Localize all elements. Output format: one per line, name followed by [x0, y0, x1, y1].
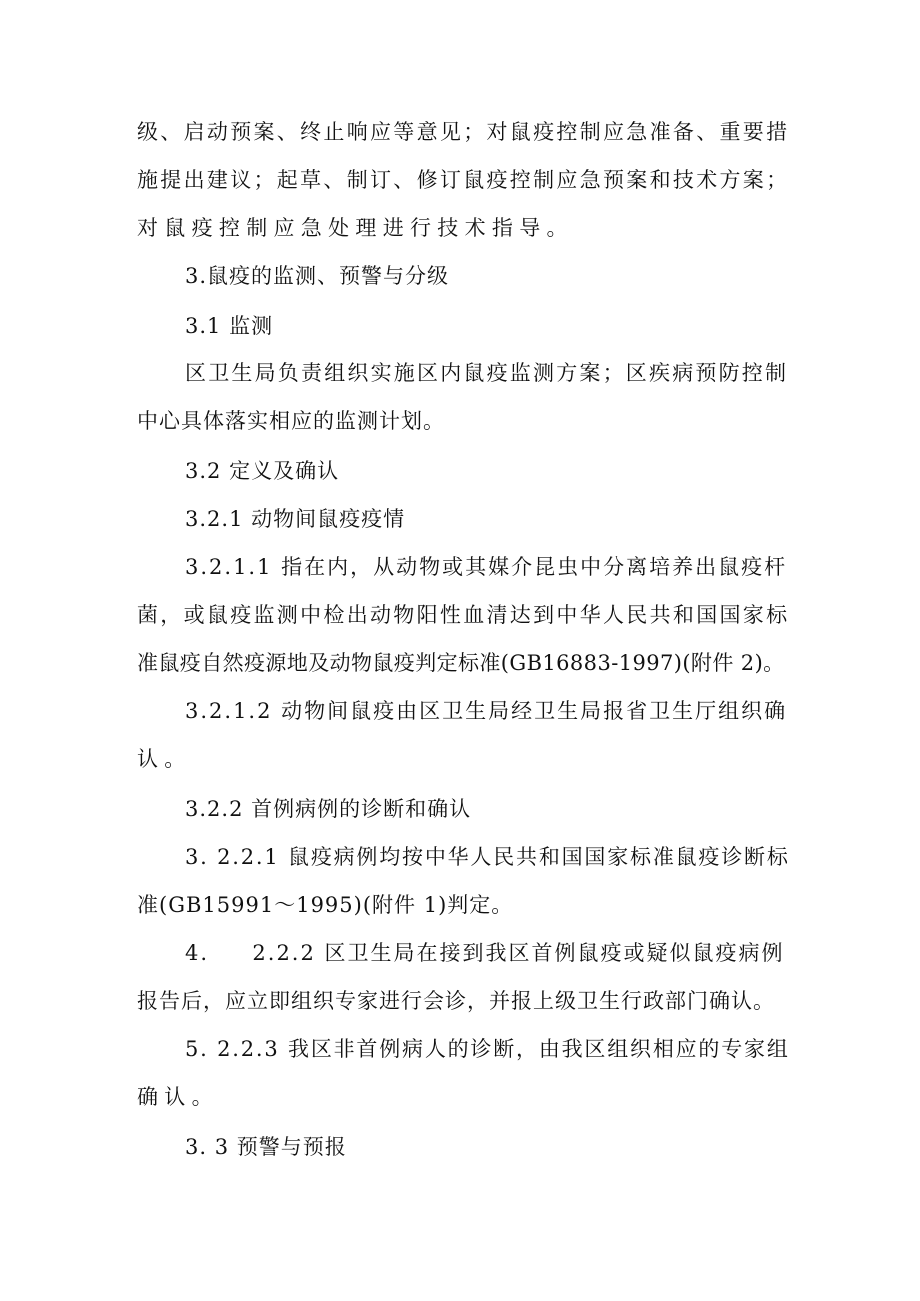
- text-line: 准(GB15991～1995)(附件 1)判定。: [137, 893, 514, 917]
- text-line: 级、启动预案、终止响应等意见；对鼠疫控制应急准备、重要措: [137, 120, 790, 144]
- text-line: 3. 3 预警与预报: [185, 1135, 347, 1159]
- text-line: 4. 2.2.2 区卫生局在接到我区首例鼠疫或疑似鼠疫病例: [185, 941, 785, 965]
- text-line: 3. 2.2.1 鼠疫病例均按中华人民共和国国家标准鼠疫诊断标: [185, 845, 790, 869]
- text-line: 确认。: [137, 1085, 219, 1109]
- text-line: 3.1 监测: [185, 314, 274, 338]
- text-line: 认。: [137, 747, 192, 771]
- text-line: 5. 2.2.3 我区非首例病人的诊断，由我区组织相应的专家组: [185, 1037, 790, 1061]
- text-line: 施提出建议；起草、制订、修订鼠疫控制应急预案和技术方案；: [137, 168, 790, 192]
- text-line: 3.2 定义及确认: [185, 459, 340, 483]
- text-line: 区卫生局负责组织实施区内鼠疫监测方案；区疾病预防控制: [185, 361, 789, 385]
- text-line: 3.2.1.2 动物间鼠疫由区卫生局经卫生局报省卫生厅组织确: [185, 699, 788, 723]
- text-line: 菌，或鼠疫监测中检出动物阳性血清达到中华人民共和国国家标: [137, 603, 790, 627]
- text-line: 对鼠疫控制应急处理进行技术指导。: [137, 216, 574, 240]
- text-line: 3.2.1 动物间鼠疫疫情: [185, 507, 406, 531]
- text-line: 3.鼠疫的监测、预警与分级: [185, 264, 450, 288]
- text-line: 3.2.2 首例病例的诊断和确认: [185, 797, 472, 821]
- text-line: 报告后，应立即组织专家进行会诊，并报上级卫生行政部门确认。: [137, 989, 775, 1013]
- text-line: 3.2.1.1 指在内，从动物或其媒介昆虫中分离培养出鼠疫杆: [185, 555, 788, 579]
- text-line: 准鼠疫自然疫源地及动物鼠疫判定标准(GB16883-1997)(附件 2)。: [137, 651, 785, 675]
- text-line: 中心具体落实相应的监测计划。: [137, 409, 445, 433]
